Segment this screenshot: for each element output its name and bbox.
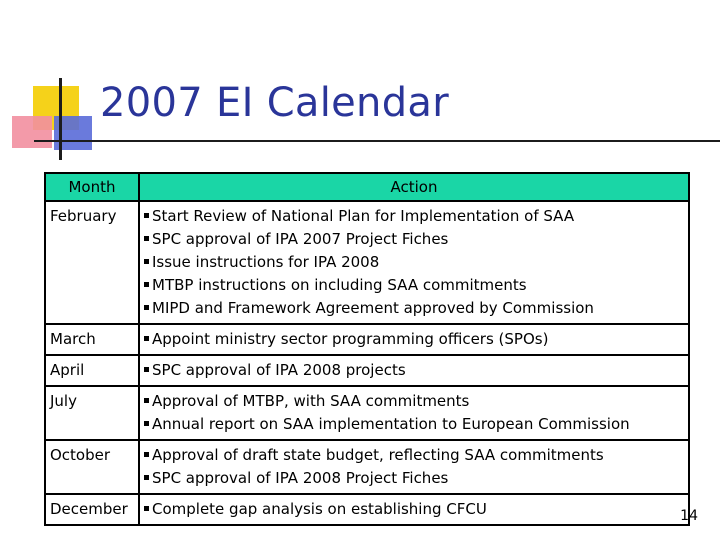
action-item [144, 274, 684, 297]
action-item [144, 328, 684, 351]
month-cell: October [45, 440, 139, 494]
action-text: Issue instructions for IPA 2008 [152, 253, 380, 271]
action-text: SPC approval of IPA 2007 Project Fiches [152, 230, 449, 248]
action-cell [139, 386, 689, 440]
action-item [144, 297, 684, 320]
table-header-row [45, 173, 689, 201]
square-bullet-icon [144, 336, 149, 341]
action-cell [139, 440, 689, 494]
table-row [45, 494, 689, 525]
logo-vertical-line [59, 78, 62, 160]
month-cell: February [45, 201, 139, 324]
page-number: 14 [680, 508, 698, 524]
month-cell: April [45, 355, 139, 386]
action-item [144, 498, 684, 521]
action-text: Annual report on SAA implementation to European Commission [152, 415, 630, 433]
action-item [144, 467, 684, 490]
month-column-header: Month [45, 173, 139, 201]
action-cell [139, 324, 689, 355]
action-item [144, 251, 684, 274]
action-cell [139, 355, 689, 386]
month-cell: December [45, 494, 139, 525]
action-item [144, 413, 684, 436]
action-item [144, 359, 684, 382]
table-row [45, 201, 689, 324]
slide-title: 2007 EI Calendar [100, 80, 449, 126]
table-row [45, 440, 689, 494]
square-bullet-icon [144, 421, 149, 426]
action-text: Start Review of National Plan for Implementation of SAA [152, 207, 575, 225]
square-bullet-icon [144, 213, 149, 218]
table-row [45, 386, 689, 440]
square-bullet-icon [144, 475, 149, 480]
action-item [144, 444, 684, 467]
table-row [45, 355, 689, 386]
square-bullet-icon [144, 282, 149, 287]
square-bullet-icon [144, 367, 149, 372]
action-text: SPC approval of IPA 2008 projects [152, 361, 406, 379]
action-text: Complete gap analysis on establishing CFCU [152, 500, 487, 518]
square-bullet-icon [144, 259, 149, 264]
action-cell [139, 201, 689, 324]
calendar-body [45, 201, 689, 525]
square-bullet-icon [144, 506, 149, 511]
action-text: MTBP instructions on including SAA commitments [152, 276, 527, 294]
action-item [144, 228, 684, 251]
action-item [144, 205, 684, 228]
action-item [144, 390, 684, 413]
action-column-header: Action [139, 173, 689, 201]
square-bullet-icon [144, 236, 149, 241]
logo-pink-square [12, 116, 52, 148]
action-text: SPC approval of IPA 2008 Project Fiches [152, 469, 449, 487]
action-cell [139, 494, 689, 525]
action-text: Approval of MTBP, with SAA commitments [152, 392, 470, 410]
calendar-table [44, 172, 690, 526]
month-cell: July [45, 386, 139, 440]
square-bullet-icon [144, 398, 149, 403]
table-row [45, 324, 689, 355]
action-text: Appoint ministry sector programming officers (SPOs) [152, 330, 549, 348]
action-text: Approval of draft state budget, reflecting SAA commitments [152, 446, 604, 464]
square-bullet-icon [144, 305, 149, 310]
action-text: MIPD and Framework Agreement approved by Commission [152, 299, 594, 317]
title-underline [34, 140, 720, 142]
square-bullet-icon [144, 452, 149, 457]
month-cell: March [45, 324, 139, 355]
